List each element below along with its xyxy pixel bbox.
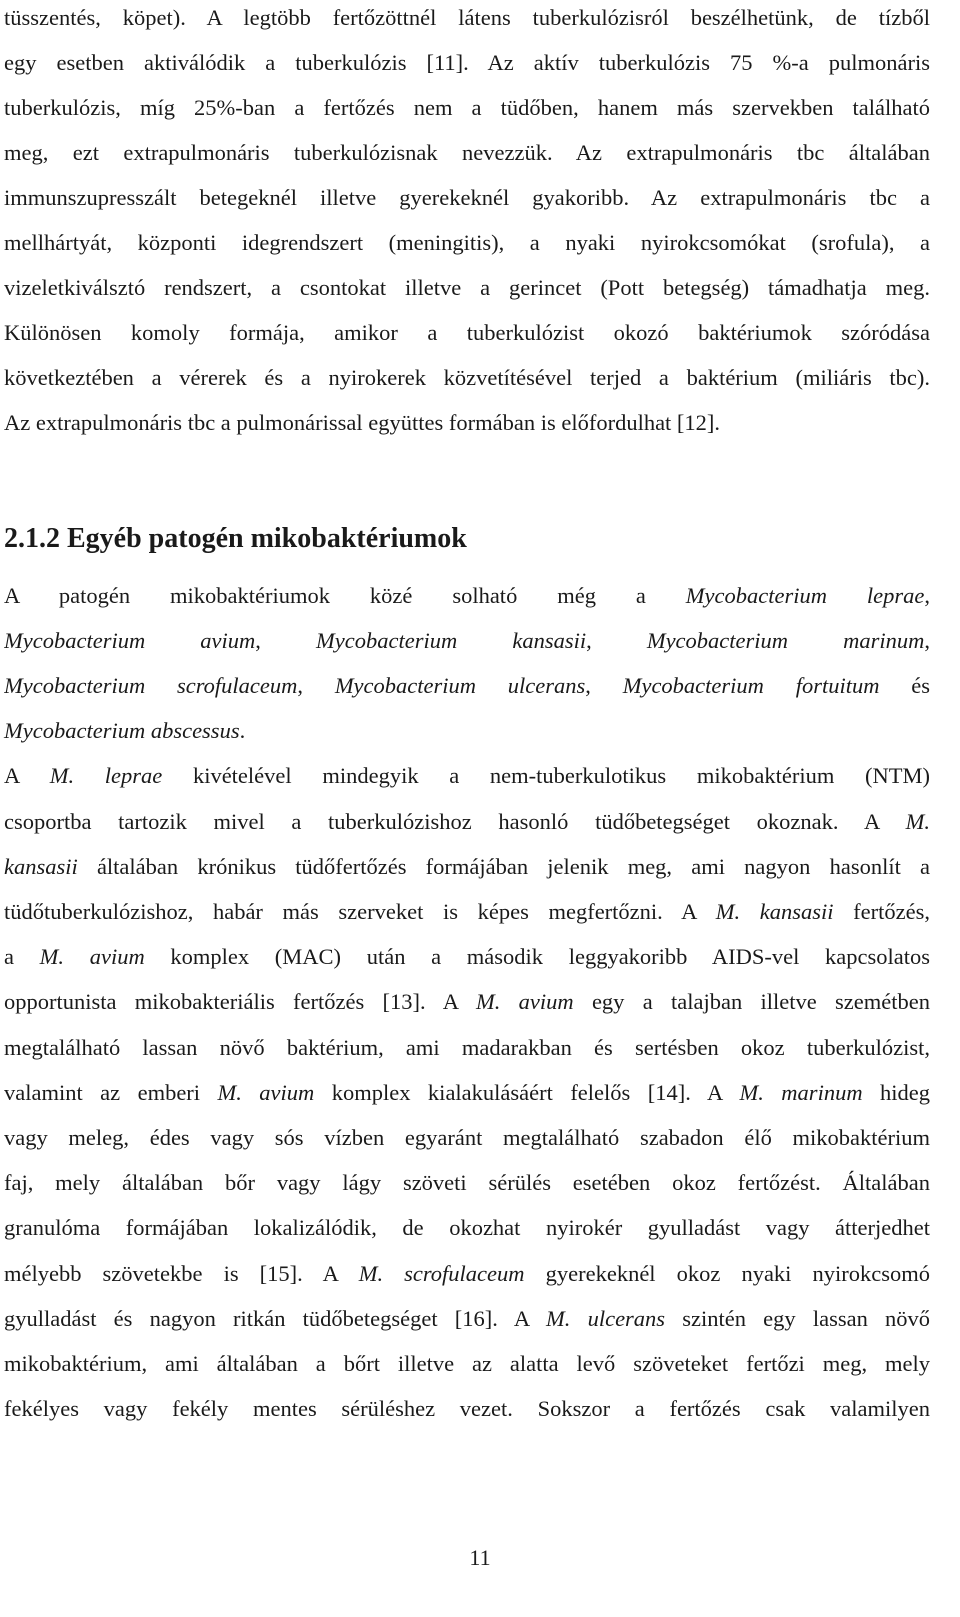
text-line: mellhártyát, központi idegrendszert (meningitis), a nyaki nyirokcsomókat (srofula), a — [4, 230, 930, 255]
species-name: Mycobacterium fortuitum — [622, 673, 880, 698]
species-name: Mycobacterium abscessus — [4, 718, 240, 743]
text-line — [4, 1350, 930, 1378]
text-span: általában krónikus tüdőfertőzés formájában jelenik meg, ami nagyon hasonlít a — [77, 854, 930, 879]
text-span: , — [297, 673, 335, 698]
section-heading: 2.1.2 Egyéb patogén mikobaktériumok — [4, 523, 467, 554]
text-line — [4, 1124, 930, 1152]
text-span: vagy meleg, édes vagy sós vízben egyaránt megtalálható szabadon élő mikobaktérium — [4, 1125, 930, 1150]
text-span: kivételével mindegyik a nem-tuberkulotikus mikobaktérium (NTM) — [162, 763, 930, 788]
text-line — [4, 1169, 930, 1197]
text-span: megtalálható lassan növő baktérium, ami madarakban és sertésben okoz tuberkulózist, — [4, 1035, 930, 1060]
text-line — [4, 1260, 930, 1288]
text-span: , — [924, 583, 930, 608]
text-span: faj, mely általában bőr vagy lágy szöveti sérülés esetében okoz fertőzést. Általában — [4, 1170, 930, 1195]
text-line — [4, 672, 930, 700]
text-line — [4, 627, 930, 655]
text-span: valamint az emberi — [4, 1080, 218, 1105]
species-name: kansasii — [4, 854, 78, 879]
species-name: M. marinum — [739, 1080, 863, 1105]
text-line — [4, 943, 930, 971]
text-line: vizeletkiválsztó rendszert, a csontokat illetve a gerincet (Pott betegség) támadhatja meg. — [4, 275, 930, 300]
text-span: , — [255, 628, 317, 653]
text-line: meg, ezt extrapulmonáris tuberkulózisnak nevezzük. Az extrapulmonáris tbc általában — [4, 140, 930, 165]
text-span: . — [239, 718, 246, 743]
text-line: Különösen komoly formája, amikor a tuberkulózist okozó baktériumok szóródása — [4, 320, 930, 345]
text-span: szintén egy lassan növő — [665, 1306, 930, 1331]
species-name: Mycobacterium leprae — [685, 583, 925, 608]
text-line — [4, 582, 930, 610]
text-line: egy esetben aktiválódik a tuberkulózis [11]. Az aktív tuberkulózis 75 %-a pulmonáris — [4, 50, 930, 75]
text-span: fekélyes vagy fekély mentes sérüléshez vezet. Sokszor a fertőzés csak valamilyen — [4, 1396, 930, 1421]
text-line — [4, 1305, 930, 1333]
text-line — [4, 717, 930, 745]
text-line — [4, 898, 930, 926]
text-span: komplex kialakulásáért felelős [14]. A — [314, 1080, 740, 1105]
text-span: , — [924, 628, 930, 653]
text-span: mélyebb szövetekbe is [15]. A — [4, 1261, 359, 1286]
text-span: egy a talajban illetve szemétben — [573, 989, 930, 1014]
species-name: Mycobacterium kansasii — [316, 628, 587, 653]
text-line: következtében a vérerek és a nyirokerek közvetítésével terjed a baktérium (miliáris tbc). — [4, 365, 930, 390]
species-name: M. scrofulaceum — [358, 1261, 525, 1286]
species-name: M. avium — [39, 944, 145, 969]
text-line — [4, 1395, 930, 1423]
text-span: mikobaktérium, ami általában a bőrt illetve az alatta levő szöveteket fertőzi meg, mely — [4, 1351, 930, 1376]
text-line: tüsszentés, köpet). A legtöbb fertőzöttnél látens tuberkulózisról beszélhetünk, de tízből — [4, 5, 930, 30]
species-name: M. avium — [476, 989, 574, 1014]
text-span: gyulladást és nagyon ritkán tüdőbetegséget [16]. A — [4, 1306, 547, 1331]
text-span: , — [586, 628, 647, 653]
text-span: csoportba tartozik mivel a tuberkulózishoz hasonló tüdőbetegséget okoznak. A — [4, 809, 906, 834]
species-name: Mycobacterium ulcerans — [334, 673, 586, 698]
text-line: tuberkulózis, míg 25%-ban a fertőzés nem a tüdőben, hanem más szervekben található — [4, 95, 930, 120]
text-line — [4, 853, 930, 881]
text-span: és — [879, 673, 930, 698]
text-line: Az extrapulmonáris tbc a pulmonárissal együttes formában is előfordulhat [12]. — [4, 410, 721, 435]
species-name: M. leprae — [49, 763, 163, 788]
text-span: komplex (MAC) után a második leggyakoribb AIDS-vel kapcsolatos — [144, 944, 930, 969]
text-span: gyerekeknél okoz nyaki nyirokcsomó — [524, 1261, 930, 1286]
species-name: M. — [905, 809, 930, 834]
text-span: a — [4, 944, 40, 969]
text-line — [4, 1034, 930, 1062]
text-span: opportunista mikobakteriális fertőzés [13]. A — [4, 989, 476, 1014]
text-line — [4, 762, 930, 790]
text-line — [4, 1079, 930, 1107]
species-name: M. kansasii — [715, 899, 834, 924]
text-line — [4, 988, 930, 1016]
text-span: A — [4, 763, 50, 788]
text-span: fertőzés, — [833, 899, 930, 924]
species-name: M. ulcerans — [546, 1306, 666, 1331]
species-name: Mycobacterium avium — [4, 628, 256, 653]
species-name: M. avium — [217, 1080, 315, 1105]
text-span: granulóma formájában lokalizálódik, de okozhat nyirokér gyulladást vagy átterjedhet — [4, 1215, 930, 1240]
text-span: hideg — [862, 1080, 930, 1105]
text-span: A patogén mikobaktériumok közé solható még a — [4, 583, 686, 608]
species-name: Mycobacterium scrofulaceum — [4, 673, 298, 698]
text-line — [4, 1214, 930, 1242]
text-span: tüdőtuberkulózishoz, habár más szerveket is képes megfertőzni. A — [4, 899, 716, 924]
text-span: , — [585, 673, 623, 698]
text-line: immunszupresszált betegeknél illetve gyerekeknél gyakoribb. Az extrapulmonáris tbc a — [4, 185, 930, 210]
page-number: 11 — [469, 1545, 491, 1570]
text-line — [4, 808, 930, 836]
species-name: Mycobacterium marinum — [646, 628, 925, 653]
